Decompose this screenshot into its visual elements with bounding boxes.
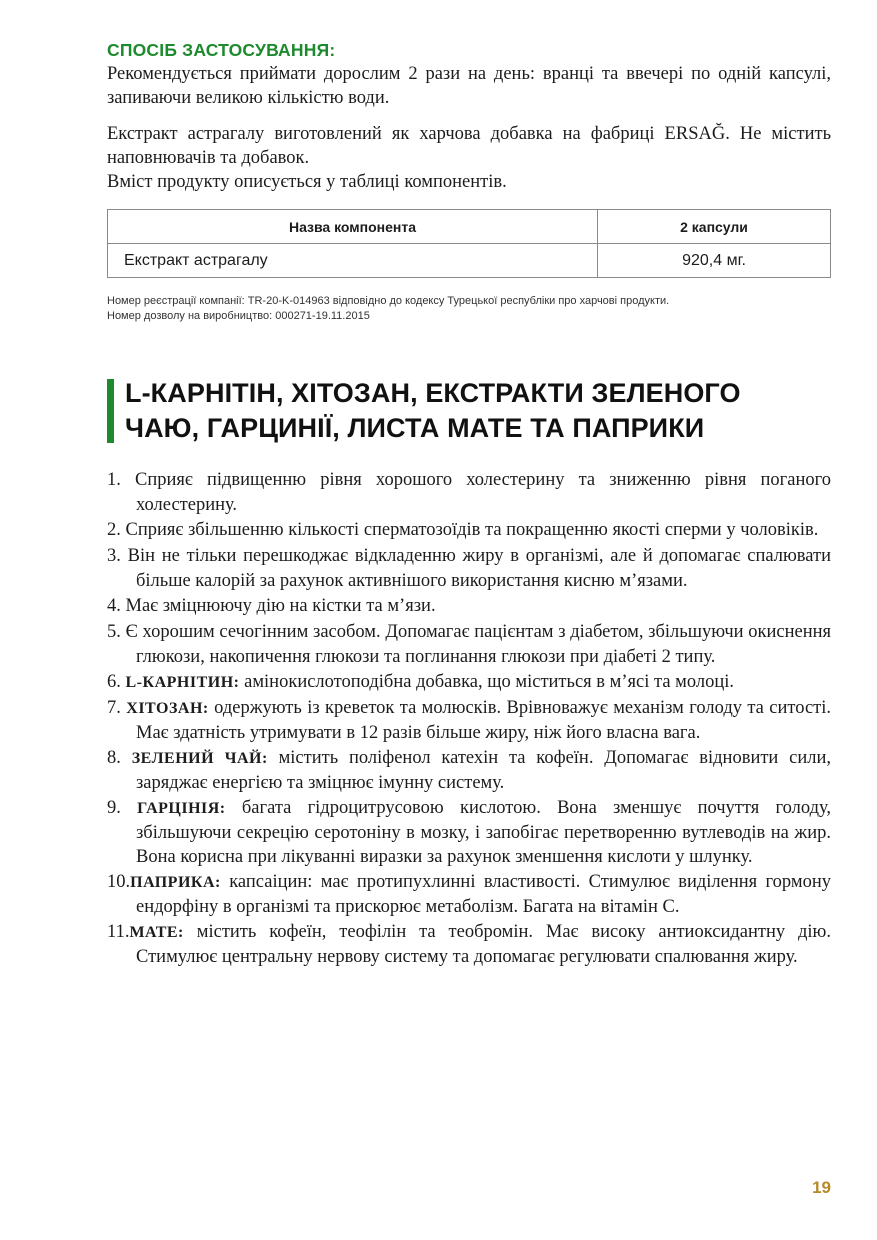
item-label: ПАПРИКА: <box>130 874 221 891</box>
item-label: L-КАРНІТИН: <box>125 674 240 691</box>
item-label: МАТЕ: <box>129 924 184 941</box>
list-item <box>107 468 831 517</box>
list-item <box>107 796 831 869</box>
item-text: містить поліфенол катехін та кофеїн. Допомагає відновити сили, заряджає енергією та зміцнює імунну систему. <box>136 748 832 793</box>
item-text: Сприяє підвищенню рівня хорошого холестерину та зниженню рівня поганого холестерину. <box>135 470 831 515</box>
section-title-line-1: L-КАРНІТІН, ХІТОЗАН, ЕКСТРАКТИ ЗЕЛЕНОГО <box>125 378 741 408</box>
section-title-line-2: ЧАЮ, ГАРЦИНІЇ, ЛИСТА МАТЕ ТА ПАПРИКИ <box>125 413 705 443</box>
item-text: Сприяє збільшенню кількості сперматозоїдів та покращенню якості сперми у чоловіків. <box>125 520 819 540</box>
table-header-row <box>108 210 831 244</box>
usage-text: Рекомендується приймати дорослим 2 рази на день: вранці та ввечері по одній капсулі, запиваючи великою кількістю води. <box>107 64 831 108</box>
table-header-component: Назва компонента <box>108 210 598 244</box>
item-number: 10. <box>107 872 131 892</box>
components-table <box>107 209 831 278</box>
item-number: 6. <box>107 672 126 692</box>
item-text: Є хорошим сечогінним засобом. Допомагає пацієнтам з діабетом, збільшуючи окиснення глюкози, накопичення глюкози та поглинання глюкози при діабеті 2 типу. <box>125 622 832 667</box>
table-cell-component: Екстракт астрагалу <box>108 244 598 278</box>
page-number: 19 <box>812 1178 831 1197</box>
item-text: Він не тільки перешкоджає відкладенню жиру в організмі, але й допомагає спалювати більше калорій за рахунок активнішого використання кисню м’язами. <box>127 546 831 591</box>
info-paragraph-1: Екстракт астрагалу виготовлений як харчова добавка на фабриці ERSAĞ. Не містить наповнювачів та добавок. <box>107 124 831 168</box>
item-number: 8. <box>107 748 132 768</box>
list-item <box>107 594 831 619</box>
item-text: амінокислотоподібна добавка, що міститься в м’ясі та молоці. <box>239 672 735 692</box>
item-number: 1. <box>107 470 135 490</box>
item-text: багата гідроцитрусовою кислотою. Вона зменшує почуття голоду, збільшуючи секрецію серотоніну в мозку, і запобігає перетворенню вутлеводів на жир. Вона корисна при лікуванні виразки за рахунок зменшення кислоти у шлунку. <box>136 798 832 867</box>
item-number: 5. <box>107 622 126 642</box>
item-label: ГАРЦІНІЯ: <box>137 800 226 817</box>
item-number: 11. <box>107 922 130 942</box>
table-header-quantity: 2 капсули <box>598 210 831 244</box>
table-cell-quantity: 920,4 мг. <box>598 244 831 278</box>
item-text: капсаіцин: має протипухлинні властивості. Стимулює виділення гормону ендорфіну в організмі та прискорює метаболізм. Багата на вітамін С. <box>136 872 831 917</box>
list-item <box>107 696 831 745</box>
item-text: Має зміцнюючу дію на кістки та м’язи. <box>125 596 436 616</box>
benefits-list <box>107 468 831 969</box>
list-item <box>107 518 831 543</box>
registration-number: Номер реєстрації компанії: TR-20-K-014963 відповідно до кодексу Турецької республіки про харчові продукти. <box>107 295 670 307</box>
section-title <box>107 376 831 446</box>
item-label: ЗЕЛЕНИЙ ЧАЙ: <box>131 750 268 767</box>
item-number: 9. <box>107 798 138 818</box>
item-number: 4. <box>107 596 126 616</box>
list-item <box>107 670 831 695</box>
usage-heading: СПОСІБ ЗАСТОСУВАННЯ: <box>107 40 336 60</box>
registration-info <box>107 294 831 324</box>
item-number: 2. <box>107 520 126 540</box>
item-text: містить кофеїн, теофілін та теобромін. Має високу антиоксидантну дію. Стимулює центральну нервову систему та допомагає регулювати спалювання жиру. <box>136 922 831 967</box>
item-number: 7. <box>107 698 127 718</box>
list-item <box>107 620 831 669</box>
production-permit: Номер дозволу на виробництво: 000271-19.11.2015 <box>107 310 370 322</box>
item-text: одержують із креветок та молюсків. Врівноважує механізм голоду та ситості. Має здатність утримувати в 12 разів більше жиру, ніж його власна вага. <box>136 698 831 743</box>
table-row <box>108 244 831 278</box>
list-item <box>107 544 831 593</box>
page-content <box>107 40 831 970</box>
item-number: 3. <box>107 546 128 566</box>
list-item <box>107 870 831 919</box>
item-label: ХІТОЗАН: <box>126 700 209 717</box>
info-paragraph-2: Вміст продукту описується у таблиці компонентів. <box>107 172 507 192</box>
list-item <box>107 746 831 795</box>
title-accent-bar <box>107 379 114 443</box>
list-item <box>107 920 831 969</box>
